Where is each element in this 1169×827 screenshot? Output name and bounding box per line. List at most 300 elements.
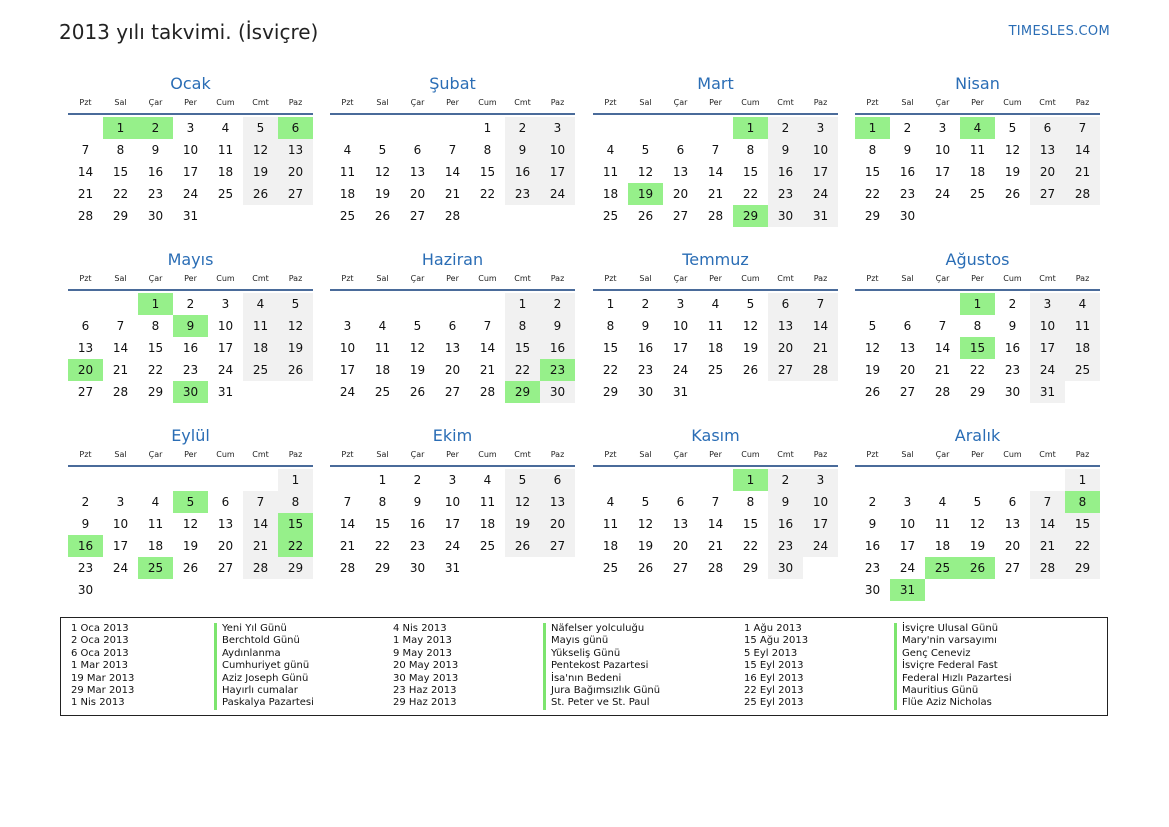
holiday-day-cell: 1: [138, 293, 173, 315]
day-cell: 27: [899, 385, 916, 399]
day-cell: 26: [637, 209, 654, 223]
day-cell: 4: [483, 473, 492, 487]
empty-cell: [68, 117, 103, 139]
month-name: Temmuz: [682, 250, 749, 269]
month-name: Nisan: [955, 74, 1000, 93]
day-cell: 12: [505, 491, 540, 513]
weekday-label: Çar: [673, 98, 688, 107]
day-cell: 8: [151, 319, 160, 333]
holiday-day-cell: 1: [855, 117, 890, 139]
day-cell: 21: [707, 539, 724, 553]
day-cell: 23: [899, 187, 916, 201]
weekday-label: Pzt: [866, 98, 879, 107]
day-cell: 16: [768, 513, 803, 535]
holiday-day-cell: 1: [103, 117, 138, 139]
month-name: Eylül: [171, 426, 210, 445]
day-cell: 21: [479, 363, 496, 377]
empty-cell: [365, 117, 400, 139]
holiday-date: 15 Eyl 2013: [744, 660, 804, 672]
day-cell: 22: [374, 539, 391, 553]
day-cell: 12: [374, 165, 391, 179]
day-cell: 11: [147, 517, 164, 531]
weekday-label: Per: [446, 274, 459, 283]
holiday-day-cell: 29: [505, 381, 540, 403]
day-cell: 12: [969, 517, 986, 531]
day-cell: 5: [278, 293, 313, 315]
day-cell: 3: [803, 117, 838, 139]
day-cell: 22: [147, 363, 164, 377]
weekday-label: Cmt: [252, 98, 269, 107]
day-cell: 15: [864, 165, 881, 179]
day-cell: 9: [151, 143, 160, 157]
day-cell: 27: [77, 385, 94, 399]
day-cell: 20: [768, 337, 803, 359]
day-cell: 9: [505, 139, 540, 161]
empty-cell: [208, 469, 243, 491]
weekday-label: Cum: [478, 450, 497, 459]
day-cell: 6: [768, 293, 803, 315]
day-cell: 21: [1030, 535, 1065, 557]
weekday-label: Sal: [376, 274, 389, 283]
day-cell: 5: [868, 319, 877, 333]
holiday-date: 1 May 2013: [393, 635, 452, 647]
day-cell: 18: [602, 187, 619, 201]
holiday-day-cell: 29: [733, 205, 768, 227]
day-cell: 13: [899, 341, 916, 355]
day-grid: [68, 293, 313, 403]
holiday-dates-column: [393, 623, 458, 710]
day-cell: 20: [672, 539, 689, 553]
day-cell: 22: [969, 363, 986, 377]
day-cell: 20: [540, 513, 575, 535]
day-cell: 2: [540, 293, 575, 315]
weekday-label: Cum: [1003, 274, 1022, 283]
day-cell: 6: [676, 143, 685, 157]
month-5: [68, 249, 313, 403]
day-cell: 3: [221, 297, 230, 311]
day-cell: 28: [707, 209, 724, 223]
holiday-day-cell: 30: [173, 381, 208, 403]
day-cell: 5: [505, 469, 540, 491]
day-cell: 5: [641, 143, 650, 157]
holiday-day-cell: 16: [68, 535, 103, 557]
empty-cell: [103, 469, 138, 491]
weekday-header: [68, 271, 313, 291]
day-cell: 8: [973, 319, 982, 333]
weekday-label: Per: [971, 450, 984, 459]
day-cell: 18: [243, 337, 278, 359]
day-cell: 24: [182, 187, 199, 201]
holiday-date: 6 Oca 2013: [71, 647, 129, 659]
day-cell: 14: [934, 341, 951, 355]
weekday-label: Pzt: [341, 450, 354, 459]
day-cell: 26: [505, 535, 540, 557]
day-cell: 7: [483, 319, 492, 333]
holiday-date: 25 Eyl 2013: [744, 697, 804, 709]
day-cell: 9: [413, 495, 422, 509]
day-cell: 1: [378, 473, 387, 487]
day-cell: 4: [938, 495, 947, 509]
day-cell: 2: [903, 121, 912, 135]
day-cell: 3: [116, 495, 125, 509]
day-cell: 18: [934, 539, 951, 553]
weekday-label: Cum: [216, 274, 235, 283]
day-cell: 11: [969, 143, 986, 157]
day-cell: 15: [742, 165, 759, 179]
weekday-label: Paz: [288, 274, 303, 283]
day-cell: 16: [182, 341, 199, 355]
weekday-header: [855, 95, 1100, 115]
weekday-label: Cum: [1003, 450, 1022, 459]
empty-cell: [68, 469, 103, 491]
day-cell: 5: [413, 319, 422, 333]
weekday-label: Pzt: [341, 98, 354, 107]
page-title: 2013 yılı takvimi. (İsviçre): [59, 20, 319, 44]
holiday-date: 20 May 2013: [393, 660, 459, 672]
day-cell: 4: [221, 121, 230, 135]
weekday-label: Per: [184, 274, 197, 283]
day-cell: 10: [217, 319, 234, 333]
day-cell: 7: [116, 319, 125, 333]
month-name: Mayıs: [167, 250, 214, 269]
holiday-date: 29 Haz 2013: [393, 697, 457, 709]
holiday-day-cell: 31: [890, 579, 925, 601]
day-cell: 29: [602, 385, 619, 399]
day-cell: 17: [934, 165, 951, 179]
weekday-label: Pzt: [79, 274, 92, 283]
day-cell: 27: [1030, 183, 1065, 205]
day-cell: 24: [803, 535, 838, 557]
day-cell: 25: [707, 363, 724, 377]
day-grid: [855, 117, 1100, 227]
day-cell: 11: [1065, 315, 1100, 337]
weekday-label: Cmt: [777, 274, 794, 283]
day-cell: 12: [278, 315, 313, 337]
holiday-name: Hayırlı cumalar: [214, 685, 314, 697]
day-cell: 9: [1008, 319, 1017, 333]
day-cell: 24: [899, 561, 916, 575]
weekday-label: Sal: [114, 274, 127, 283]
day-cell: 6: [540, 469, 575, 491]
day-cell: 24: [112, 561, 129, 575]
day-cell: 18: [707, 341, 724, 355]
day-cell: 20: [217, 539, 234, 553]
day-cell: 29: [112, 209, 129, 223]
empty-cell: [400, 293, 435, 315]
day-cell: 11: [374, 341, 391, 355]
weekday-label: Paz: [813, 274, 828, 283]
empty-cell: [400, 117, 435, 139]
empty-cell: [1030, 469, 1065, 491]
day-cell: 10: [803, 139, 838, 161]
day-cell: 25: [217, 187, 234, 201]
weekday-label: Cum: [1003, 98, 1022, 107]
day-cell: 7: [711, 143, 720, 157]
day-cell: 2: [641, 297, 650, 311]
empty-cell: [698, 117, 733, 139]
day-cell: 3: [803, 469, 838, 491]
day-cell: 28: [112, 385, 129, 399]
holiday-name: Jura Bağımsızlık Günü: [543, 685, 660, 697]
day-cell: 28: [1065, 183, 1100, 205]
weekday-label: Per: [971, 274, 984, 283]
day-cell: 25: [339, 209, 356, 223]
weekday-label: Sal: [376, 98, 389, 107]
day-cell: 9: [540, 315, 575, 337]
weekday-label: Çar: [148, 98, 163, 107]
weekday-label: Pzt: [79, 450, 92, 459]
day-cell: 30: [768, 557, 803, 579]
day-cell: 15: [374, 517, 391, 531]
day-cell: 13: [1030, 139, 1065, 161]
weekday-label: Cum: [216, 450, 235, 459]
day-cell: 9: [868, 517, 877, 531]
weekday-label: Cum: [741, 98, 760, 107]
holiday-date: 5 Eyl 2013: [744, 647, 798, 659]
day-cell: 12: [864, 341, 881, 355]
day-cell: 31: [672, 385, 689, 399]
holiday-name: Mauritius Günü: [894, 685, 1012, 697]
day-cell: 24: [339, 385, 356, 399]
weekday-label: Pzt: [866, 274, 879, 283]
day-cell: 25: [1065, 359, 1100, 381]
day-cell: 19: [278, 337, 313, 359]
holiday-day-cell: 1: [733, 117, 768, 139]
day-cell: 28: [1030, 557, 1065, 579]
day-cell: 22: [1065, 535, 1100, 557]
day-cell: 7: [1030, 491, 1065, 513]
day-cell: 16: [1004, 341, 1021, 355]
weekday-header: [330, 447, 575, 467]
holiday-date: 22 Eyl 2013: [744, 684, 804, 696]
day-cell: 14: [1065, 139, 1100, 161]
weekday-label: Çar: [410, 98, 425, 107]
empty-cell: [960, 469, 995, 491]
day-cell: 4: [343, 143, 352, 157]
weekday-header: [593, 95, 838, 115]
empty-cell: [470, 293, 505, 315]
empty-cell: [855, 469, 890, 491]
weekday-label: Per: [446, 450, 459, 459]
month-8: [855, 249, 1100, 403]
day-cell: 8: [606, 319, 615, 333]
day-cell: 10: [934, 143, 951, 157]
holiday-names-column: [894, 623, 1012, 710]
holiday-names-column: [543, 623, 660, 710]
weekday-label: Per: [446, 98, 459, 107]
weekday-label: Paz: [550, 450, 565, 459]
day-cell: 29: [864, 209, 881, 223]
weekday-label: Sal: [639, 98, 652, 107]
day-cell: 17: [803, 161, 838, 183]
month-2: [330, 73, 575, 227]
weekday-label: Cum: [216, 98, 235, 107]
day-cell: 27: [672, 561, 689, 575]
holiday-day-cell: 25: [925, 557, 960, 579]
weekday-label: Sal: [639, 450, 652, 459]
day-cell: 25: [969, 187, 986, 201]
day-cell: 13: [672, 165, 689, 179]
weekday-label: Paz: [288, 450, 303, 459]
day-cell: 27: [768, 359, 803, 381]
holiday-name: Federal Hızlı Pazartesi: [894, 673, 1012, 685]
empty-cell: [68, 293, 103, 315]
day-cell: 6: [413, 143, 422, 157]
day-cell: 30: [899, 209, 916, 223]
month-name: Haziran: [421, 250, 484, 269]
holiday-name: Mary'nin varsayımı: [894, 635, 1012, 647]
holiday-day-cell: 2: [138, 117, 173, 139]
day-cell: 1: [505, 293, 540, 315]
day-cell: 30: [768, 205, 803, 227]
day-cell: 3: [1030, 293, 1065, 315]
day-cell: 21: [803, 337, 838, 359]
weekday-label: Paz: [1075, 450, 1090, 459]
day-cell: 15: [505, 337, 540, 359]
day-cell: 17: [899, 539, 916, 553]
day-cell: 21: [707, 187, 724, 201]
empty-cell: [138, 469, 173, 491]
month-7: [593, 249, 838, 403]
day-cell: 11: [934, 517, 951, 531]
day-cell: 23: [409, 539, 426, 553]
day-cell: 15: [1065, 513, 1100, 535]
holiday-name: Aydınlanma: [214, 648, 314, 660]
day-cell: 23: [147, 187, 164, 201]
day-cell: 12: [637, 165, 654, 179]
day-grid: [330, 293, 575, 403]
day-cell: 7: [938, 319, 947, 333]
weekday-label: Paz: [813, 98, 828, 107]
day-cell: 4: [711, 297, 720, 311]
day-cell: 3: [903, 495, 912, 509]
day-cell: 27: [217, 561, 234, 575]
weekday-label: Cum: [741, 450, 760, 459]
holiday-list: [60, 617, 1108, 716]
day-cell: 26: [742, 363, 759, 377]
day-cell: 6: [1008, 495, 1017, 509]
day-cell: 11: [602, 517, 619, 531]
holiday-day-cell: 26: [960, 557, 995, 579]
holiday-date: 23 Haz 2013: [393, 684, 457, 696]
day-cell: 19: [864, 363, 881, 377]
empty-cell: [330, 117, 365, 139]
weekday-label: Cmt: [514, 274, 531, 283]
day-cell: 21: [243, 535, 278, 557]
day-cell: 26: [182, 561, 199, 575]
weekday-label: Çar: [410, 450, 425, 459]
day-grid: [593, 117, 838, 227]
weekday-label: Çar: [935, 450, 950, 459]
holiday-name: Yeni Yıl Günü: [214, 623, 314, 635]
holiday-date: 1 Nis 2013: [71, 697, 125, 709]
weekday-label: Sal: [114, 98, 127, 107]
weekday-label: Cum: [478, 98, 497, 107]
holiday-date: 1 Mar 2013: [71, 660, 129, 672]
day-cell: 30: [864, 583, 881, 597]
day-cell: 19: [505, 513, 540, 535]
day-cell: 10: [112, 517, 129, 531]
day-cell: 25: [243, 359, 278, 381]
month-name: Şubat: [429, 74, 476, 93]
weekday-label: Per: [971, 98, 984, 107]
day-cell: 19: [243, 161, 278, 183]
empty-cell: [593, 117, 628, 139]
month-11: [593, 425, 838, 579]
day-cell: 7: [81, 143, 90, 157]
day-cell: 28: [479, 385, 496, 399]
day-cell: 13: [409, 165, 426, 179]
holiday-day-cell: 25: [138, 557, 173, 579]
day-cell: 25: [602, 209, 619, 223]
day-cell: 1: [278, 469, 313, 491]
day-cell: 23: [768, 535, 803, 557]
holiday-dates-column: [744, 623, 808, 710]
day-cell: 13: [444, 341, 461, 355]
day-cell: 31: [182, 209, 199, 223]
day-cell: 4: [151, 495, 160, 509]
day-cell: 8: [278, 491, 313, 513]
weekday-label: Çar: [673, 450, 688, 459]
day-cell: 29: [742, 561, 759, 575]
weekday-label: Çar: [935, 274, 950, 283]
day-cell: 1: [1065, 469, 1100, 491]
holiday-dates-column: [71, 623, 134, 710]
weekday-header: [330, 271, 575, 291]
empty-cell: [890, 469, 925, 491]
day-cell: 11: [707, 319, 724, 333]
month-name: Aralık: [954, 426, 1001, 445]
day-grid: [593, 293, 838, 403]
day-cell: 8: [483, 143, 492, 157]
empty-cell: [435, 117, 470, 139]
weekday-label: Cmt: [1039, 98, 1056, 107]
empty-cell: [698, 469, 733, 491]
month-name: Kasım: [691, 426, 740, 445]
day-cell: 7: [711, 495, 720, 509]
empty-cell: [663, 117, 698, 139]
month-name: Mart: [697, 74, 734, 93]
site-logo-link[interactable]: TIMESLES.COM: [1008, 24, 1110, 39]
day-cell: 16: [409, 517, 426, 531]
weekday-label: Pzt: [604, 274, 617, 283]
day-cell: 7: [1065, 117, 1100, 139]
empty-cell: [330, 469, 365, 491]
empty-cell: [103, 293, 138, 315]
day-cell: 28: [707, 561, 724, 575]
day-cell: 18: [147, 539, 164, 553]
day-cell: 1: [606, 297, 615, 311]
day-cell: 26: [374, 209, 391, 223]
day-cell: 26: [637, 561, 654, 575]
holiday-day-cell: 15: [960, 337, 995, 359]
day-cell: 11: [602, 165, 619, 179]
day-cell: 20: [899, 363, 916, 377]
day-cell: 22: [864, 187, 881, 201]
weekday-label: Cmt: [252, 450, 269, 459]
holiday-name: Mayıs günü: [543, 635, 660, 647]
empty-cell: [925, 293, 960, 315]
day-cell: 3: [186, 121, 195, 135]
empty-cell: [663, 469, 698, 491]
empty-cell: [593, 469, 628, 491]
weekday-header: [68, 95, 313, 115]
holiday-day-cell: 1: [733, 469, 768, 491]
day-cell: 12: [1004, 143, 1021, 157]
day-cell: 16: [864, 539, 881, 553]
day-cell: 1: [483, 121, 492, 135]
weekday-label: Cmt: [777, 98, 794, 107]
